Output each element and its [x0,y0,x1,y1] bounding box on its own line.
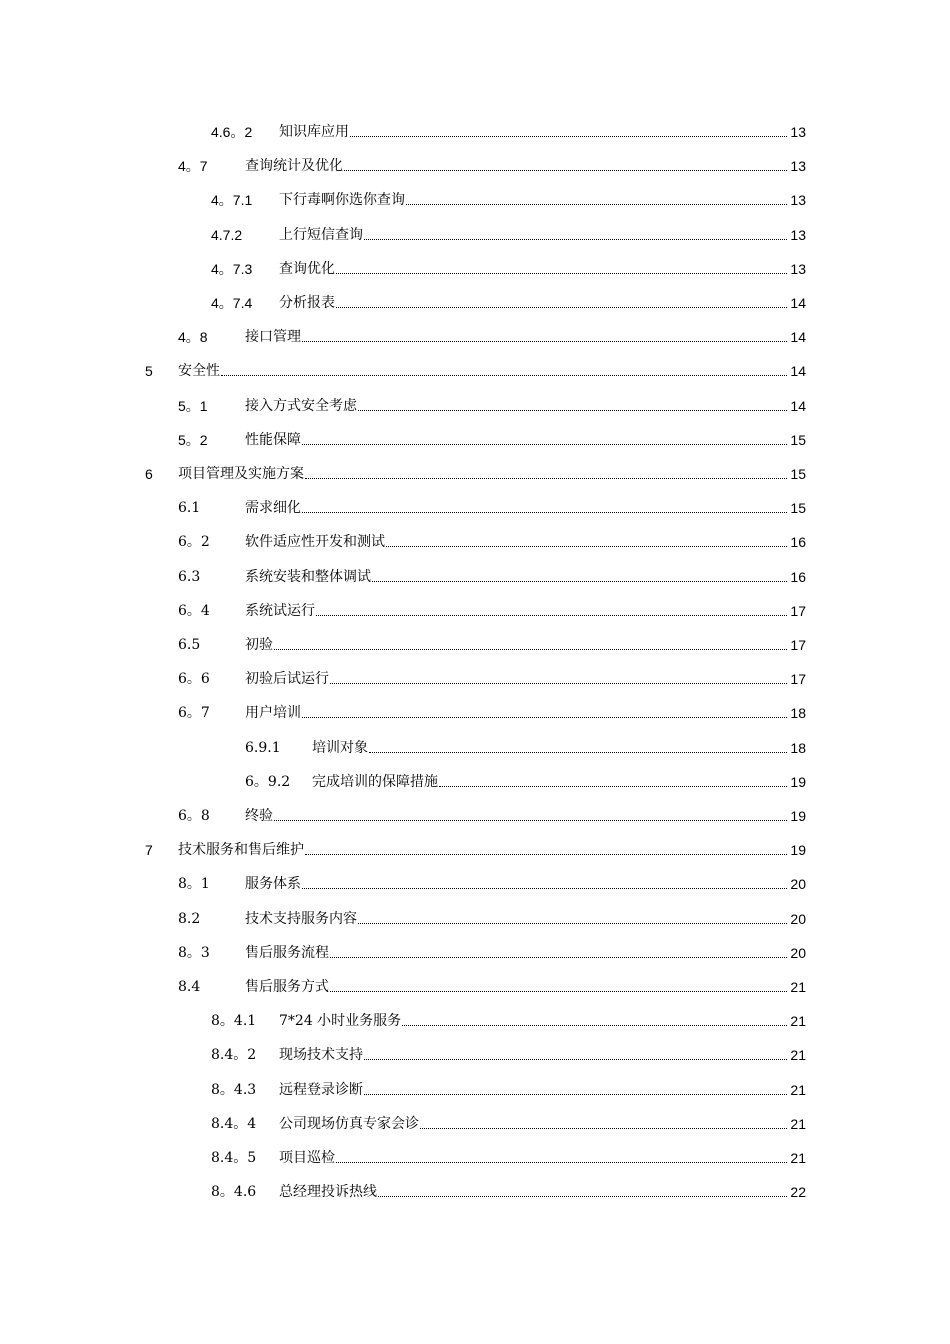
toc-entry-title-group [279,226,787,244]
toc-entry-page-number: 17 [790,671,806,688]
toc-entry-title: 用户培训 [245,705,301,722]
toc-entry-title: 分析报表 [279,295,335,311]
toc-entry[interactable] [0,324,950,350]
toc-entry-number: 4.6。2 [211,124,253,140]
toc-entry-title: 现场技术支持 [279,1047,363,1064]
toc-dot-leader [336,307,787,308]
toc-entry-number: 8.4。5 [211,1150,257,1166]
toc-entry-title: 技术服务和售后维护 [178,842,304,859]
toc-entry-page-number: 21 [790,979,806,995]
toc-entry-page-number: 16 [790,534,806,551]
toc-entry[interactable] [0,1042,950,1068]
toc-entry-number: 7 [145,842,153,859]
toc-entry[interactable] [0,769,950,795]
toc-entry-title: 完成培训的保障措施 [312,773,438,790]
toc-entry-title: 售后服务方式 [245,979,329,995]
toc-entry[interactable] [0,1179,950,1205]
toc-entry[interactable] [0,837,950,863]
toc-entry-title: 知识库应用 [279,124,349,140]
toc-entry-number: 4。7.1 [211,192,253,209]
toc-entry-number: 5。2 [178,431,208,448]
toc-entry-title-group [279,1081,787,1099]
toc-entry-page-number: 22 [790,1184,806,1201]
toc-dot-leader [420,1128,787,1129]
toc-entry-title-group [245,875,787,893]
toc-entry-number: 6.3 [178,568,201,585]
toc-entry-number: 4。7.3 [211,260,253,277]
toc-entry-title: 系统安装和整体调试 [245,568,371,585]
toc-entry[interactable] [0,871,950,897]
toc-entry-title: 安全性 [178,363,220,380]
toc-entry-number: 8。4.1 [211,1013,257,1030]
toc-entry-title-group [245,670,787,688]
toc-entry-title: 初验后试运行 [245,671,329,688]
toc-dot-leader [302,888,787,889]
toc-entry-title: 查询统计及优化 [245,158,343,175]
toc-dot-leader [274,820,787,821]
toc-entry-number: 6。9.2 [245,773,291,790]
toc-dot-leader [305,478,787,479]
toc-entry-page-number: 15 [790,500,806,517]
toc-entry-title-group [245,157,787,175]
toc-dot-leader [221,375,787,376]
toc-entry-title-group [178,362,787,380]
toc-entry-page-number: 16 [790,568,806,585]
toc-entry-title: 系统试运行 [245,602,315,619]
toc-entry-title-group [245,636,787,654]
toc-entry-title: 项目巡检 [279,1150,335,1166]
toc-entry-page-number: 13 [790,192,806,209]
toc-entry-page-number: 20 [790,876,806,893]
toc-entry-title: 上行短信查询 [279,226,363,243]
toc-entry-title: 初验 [245,637,273,653]
toc-entry-title-group [245,602,787,620]
toc-entry[interactable] [0,222,950,248]
toc-entry-number: 6。4 [178,602,210,619]
toc-entry-title-group [312,739,787,757]
toc-dot-leader [336,1162,787,1163]
toc-entry-title: 项目管理及实施方案 [178,466,304,482]
toc-entry-page-number: 21 [790,1081,806,1098]
toc-dot-leader [350,136,787,137]
toc-entry-page-number: 21 [790,1047,806,1064]
toc-entry-title-group [279,1012,787,1030]
toc-entry[interactable] [0,461,950,487]
toc-entry-page-number: 14 [790,397,806,414]
toc-entry[interactable] [0,906,950,932]
toc-dot-leader [364,1094,787,1095]
toc-entry-number: 8.4。2 [211,1047,257,1064]
toc-entry[interactable] [0,427,950,453]
toc-entry-title-group [245,328,787,346]
toc-dot-leader [406,204,787,205]
toc-dot-leader [378,1196,787,1197]
toc-entry[interactable] [0,495,950,521]
toc-entry-title-group [245,704,787,722]
toc-entry[interactable] [0,393,950,419]
toc-entry[interactable] [0,256,950,282]
toc-entry-title-group [279,191,787,209]
toc-dot-leader [330,683,787,684]
toc-dot-leader [305,854,787,855]
toc-entry-title: 下行毒啊你选你查询 [279,192,405,209]
toc-entry-page-number: 21 [790,1150,806,1166]
toc-entry[interactable] [0,529,950,555]
toc-entry-title: 7*24 小时业务服务 [279,1013,402,1030]
toc-entry-page-number: 17 [790,637,806,653]
toc-dot-leader [358,923,787,924]
toc-entry-page-number: 21 [790,1115,806,1132]
toc-entry[interactable] [0,1111,950,1137]
toc-entry[interactable] [0,358,950,384]
toc-dot-leader [302,512,787,513]
toc-entry[interactable] [0,632,950,658]
toc-entry-page-number: 20 [790,910,806,927]
toc-entry-title: 远程登录诊断 [279,1081,363,1098]
toc-entry[interactable] [0,700,950,726]
toc-entry-page-number: 13 [790,260,806,277]
toc-dot-leader [402,1025,787,1026]
toc-entry-number: 6。2 [178,534,210,551]
toc-entry-number: 8。3 [178,944,210,961]
toc-entry-title-group [245,568,787,586]
toc-entry[interactable] [0,1077,950,1103]
toc-entry-page-number: 19 [790,773,806,790]
toc-entry-title-group [178,465,787,483]
toc-dot-leader [302,444,787,445]
toc-entry-page-number: 14 [790,295,806,311]
toc-entry[interactable] [0,1145,950,1171]
toc-entry-number: 5 [145,363,153,380]
toc-entry-number: 4。7.4 [211,295,253,311]
toc-entry[interactable] [0,1008,950,1034]
toc-entry-number: 4.7.2 [211,226,243,243]
toc-entry-page-number: 17 [790,602,806,619]
toc-entry-page-number: 18 [790,739,806,756]
toc-entry-title: 终验 [245,808,273,824]
toc-entry-title: 接入方式安全考虑 [245,397,357,414]
toc-entry-title-group [312,773,787,791]
toc-dot-leader [369,752,787,753]
toc-dot-leader [336,273,787,274]
toc-entry-number: 5。1 [178,397,208,414]
toc-entry-page-number: 20 [790,944,806,961]
toc-entry-number: 6.5 [178,637,201,653]
toc-entry-number: 6。7 [178,705,210,722]
toc-entry-page-number: 14 [790,329,806,346]
toc-entry-title: 总经理投诉热线 [279,1184,377,1201]
toc-entry-title-group [279,260,787,278]
toc-entry-page-number: 19 [790,842,806,859]
toc-entry-title-group [245,499,787,517]
toc-entry-title-group [245,807,787,825]
toc-entry-title-group [245,978,787,996]
toc-entry-title: 公司现场仿真专家会诊 [279,1115,419,1132]
toc-entry-page-number: 15 [790,431,806,448]
toc-entry-page-number: 13 [790,124,806,140]
toc-dot-leader [274,649,787,650]
toc-dot-leader [364,1059,787,1060]
toc-entry-number: 8。4.3 [211,1081,257,1098]
toc-entry-title: 接口管理 [245,329,301,346]
toc-dot-leader [330,957,787,958]
toc-entry-title-group [279,1183,787,1201]
toc-entry-title: 性能保障 [245,431,301,448]
toc-entry-number: 6。6 [178,671,210,688]
toc-dot-leader [439,786,787,787]
toc-entry-title: 软件适应性开发和测试 [245,534,385,551]
toc-entry[interactable] [0,290,950,316]
toc-entry-number: 6.1 [178,500,201,517]
toc-entry-title-group [245,431,787,449]
toc-entry-title-group [279,1115,787,1133]
toc-entry-number: 8.4 [178,979,201,995]
toc-entry-number: 4。8 [178,329,208,346]
toc-entry-title-group [245,533,787,551]
toc-entry-title: 培训对象 [312,739,368,756]
toc-entry-number: 6 [145,466,153,482]
toc-dot-leader [344,170,787,171]
toc-entry-number: 8.2 [178,910,201,927]
toc-entry[interactable] [0,735,950,761]
toc-entry-title-group [279,1046,787,1064]
toc-entry[interactable] [0,940,950,966]
toc-entry-title-group [279,1149,787,1167]
toc-entry-title-group [245,944,787,962]
toc-entry[interactable] [0,803,950,829]
toc-entry[interactable] [0,974,950,1000]
toc-dot-leader [386,546,787,547]
toc-entry-number: 8。4.6 [211,1184,257,1201]
toc-entry-page-number: 19 [790,808,806,824]
toc-dot-leader [302,717,787,718]
toc-dot-leader [330,991,787,992]
toc-entry-title-group [178,841,787,859]
toc-entry[interactable] [0,598,950,624]
toc-entry-number: 4。7 [178,158,208,175]
toc-dot-leader [372,581,787,582]
toc-entry-page-number: 21 [790,1013,806,1030]
toc-entry-page-number: 13 [790,226,806,243]
toc-entry-title-group [279,294,787,312]
toc-entry-title: 查询优化 [279,260,335,277]
toc-entry-title-group [279,123,787,141]
toc-entry-number: 8.4。4 [211,1115,257,1132]
toc-entry-page-number: 14 [790,363,806,380]
toc-entry-number: 8。1 [178,876,210,893]
toc-entry-number: 6.9.1 [245,739,281,756]
toc-entry-title: 售后服务流程 [245,944,329,961]
toc-entry[interactable] [0,564,950,590]
toc-entry-title: 技术支持服务内容 [245,910,357,927]
toc-entry[interactable] [0,187,950,213]
toc-entry-number: 6。8 [178,808,210,824]
toc-entry[interactable] [0,119,950,145]
toc-dot-leader [316,615,787,616]
toc-entry-page-number: 15 [790,466,806,482]
toc-dot-leader [358,410,787,411]
toc-entry[interactable] [0,153,950,179]
toc-dot-leader [364,239,787,240]
toc-entry[interactable] [0,666,950,692]
toc-entry-title-group [245,910,787,928]
toc-entry-page-number: 18 [790,705,806,722]
toc-entry-title: 需求细化 [245,500,301,517]
toc-entry-page-number: 13 [790,158,806,175]
toc-dot-leader [302,341,787,342]
toc-entry-title-group [245,397,787,415]
toc-entry-title: 服务体系 [245,876,301,893]
